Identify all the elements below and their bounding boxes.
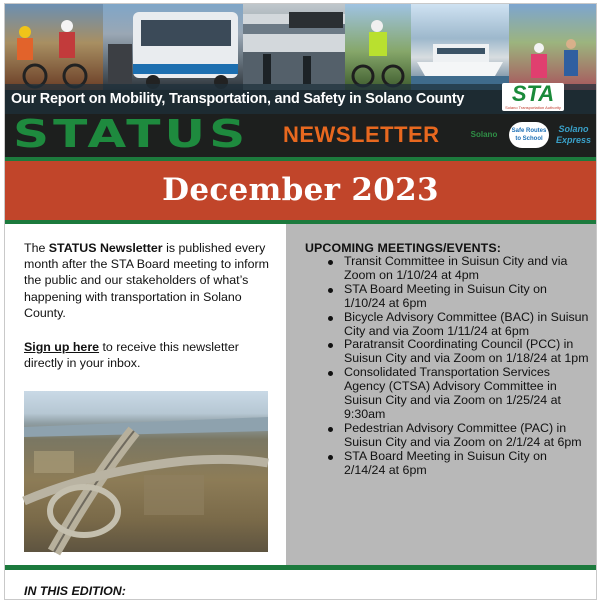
- event-item: Bicycle Advisory Committee (BAC) in Suisun City and via Zoom 1/11/24 at 6pm: [323, 311, 589, 339]
- issue-title-bar: [5, 157, 596, 224]
- photo-crowd: [509, 4, 596, 90]
- intro-suffix: is published every month after the STA Board meeting to inform the public and our stakeholders of what’s happening with transportation in Solano County.: [24, 241, 269, 320]
- photo-cyclists: [5, 4, 103, 90]
- newsletter-wordmark: NEWSLETTER: [283, 122, 440, 147]
- issue-title: December 2023: [162, 172, 439, 208]
- events-panel: [286, 224, 596, 565]
- solano-mobility-logo: Solano: [470, 130, 498, 139]
- intro-paragraph: [24, 240, 274, 321]
- event-item: STA Board Meeting in Suisun City on 2/14/24 at 6pm: [323, 450, 589, 478]
- partner-logos: [459, 120, 596, 150]
- event-item: Paratransit Coordinating Council (PCC) in Suisun City and via Zoom on 1/18/24 at 1pm: [323, 338, 589, 366]
- header-banner: [5, 4, 596, 157]
- photo-train-platform: [243, 4, 345, 90]
- status-wordmark: STATUS: [13, 112, 250, 156]
- intro-prefix: The: [24, 241, 49, 255]
- events-heading: UPCOMING MEETINGS/EVENTS:: [305, 241, 501, 255]
- signup-link[interactable]: Sign up here: [24, 340, 100, 354]
- sta-logo: [502, 83, 564, 111]
- sta-logo-subtitle: Solano Transportation Authority: [505, 105, 561, 110]
- aerial-highway-photo: [24, 391, 268, 552]
- photo-bus: [103, 4, 243, 90]
- event-item: Consolidated Transportation Services Agency (CTSA) Advisory Committee in Suisun City and via Zoom on 1/25/24 at 9:30am: [323, 366, 589, 422]
- event-item: Pedestrian Advisory Committee (PAC) in Suisun City and via Zoom on 2/1/24 at 6pm: [323, 422, 589, 450]
- signup-paragraph: [24, 339, 274, 371]
- intro-brand: STATUS Newsletter: [48, 241, 163, 255]
- events-list: [323, 255, 589, 478]
- photo-ferry: [411, 4, 509, 90]
- event-item: Transit Committee in Suisun City and via Zoom on 1/10/24 at 4pm: [323, 255, 589, 283]
- event-item: STA Board Meeting in Suisun City on 1/10/24 at 6pm: [323, 283, 589, 311]
- sta-logo-text: STA: [511, 81, 555, 106]
- section-divider: [5, 565, 596, 570]
- intro-column: [5, 224, 286, 565]
- solano-express-logo: Solano Express: [555, 124, 592, 145]
- banner-tagline: Our Report on Mobility, Transportation, and Safety in Solano County: [11, 91, 465, 107]
- in-this-edition-heading: IN THIS EDITION:: [24, 584, 126, 598]
- photo-cyclist: [345, 4, 411, 90]
- signup-text: to receive this newsletter directly in your inbox.: [24, 340, 239, 371]
- photo-collage: [5, 4, 596, 90]
- safe-routes-logo: Safe Routes to School: [509, 122, 549, 148]
- newsletter-page: [4, 3, 597, 600]
